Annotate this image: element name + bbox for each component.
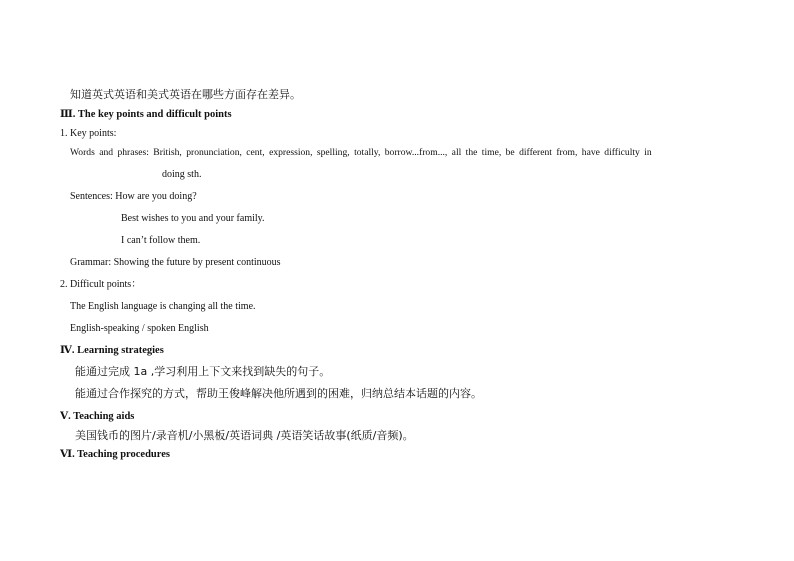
strategy-line: 能通过完成 1a ,学习利用上下文来找到缺失的句子。	[75, 365, 331, 378]
key-points-label: 1. Key points:	[60, 128, 117, 139]
difficult-point-item: English-speaking / spoken English	[70, 323, 209, 334]
section-3-title: Ⅲ. The key points and difficult points	[60, 109, 232, 120]
section-4-title: Ⅳ. Learning strategies	[60, 345, 164, 356]
words-and-phrases-line: Words and phrases: British, pronunciation, cent, expression, spelling, totally, borrow...from..., all the time, be different from, have difficulty in	[70, 147, 652, 158]
difficult-points-label: 2. Difficult points：	[60, 279, 142, 290]
section-6-title: Ⅵ. Teaching procedures	[60, 449, 170, 460]
sentence-item: I can’t follow them.	[121, 235, 201, 246]
section-5-title: Ⅴ. Teaching aids	[60, 411, 135, 422]
teaching-aids-line: 美国钱币的图片/录音机/小黑板/英语词典 /英语笑话故事(纸质/音频)。	[75, 429, 414, 442]
words-and-phrases-continuation: doing sth.	[162, 169, 202, 180]
difficult-point-item: The English language is changing all the time.	[70, 301, 256, 312]
sentence-item: Best wishes to you and your family.	[121, 213, 265, 224]
grammar-line: Grammar: Showing the future by present continuous	[70, 257, 281, 268]
strategy-line: 能通过合作探究的方式，帮助王俊峰解决他所遇到的困难，归纳总结本话题的内容。	[75, 387, 482, 400]
sentences-label: Sentences: How are you doing?	[70, 191, 197, 202]
goal-text: 知道英式英语和美式英语在哪些方面存在差异。	[70, 88, 301, 101]
